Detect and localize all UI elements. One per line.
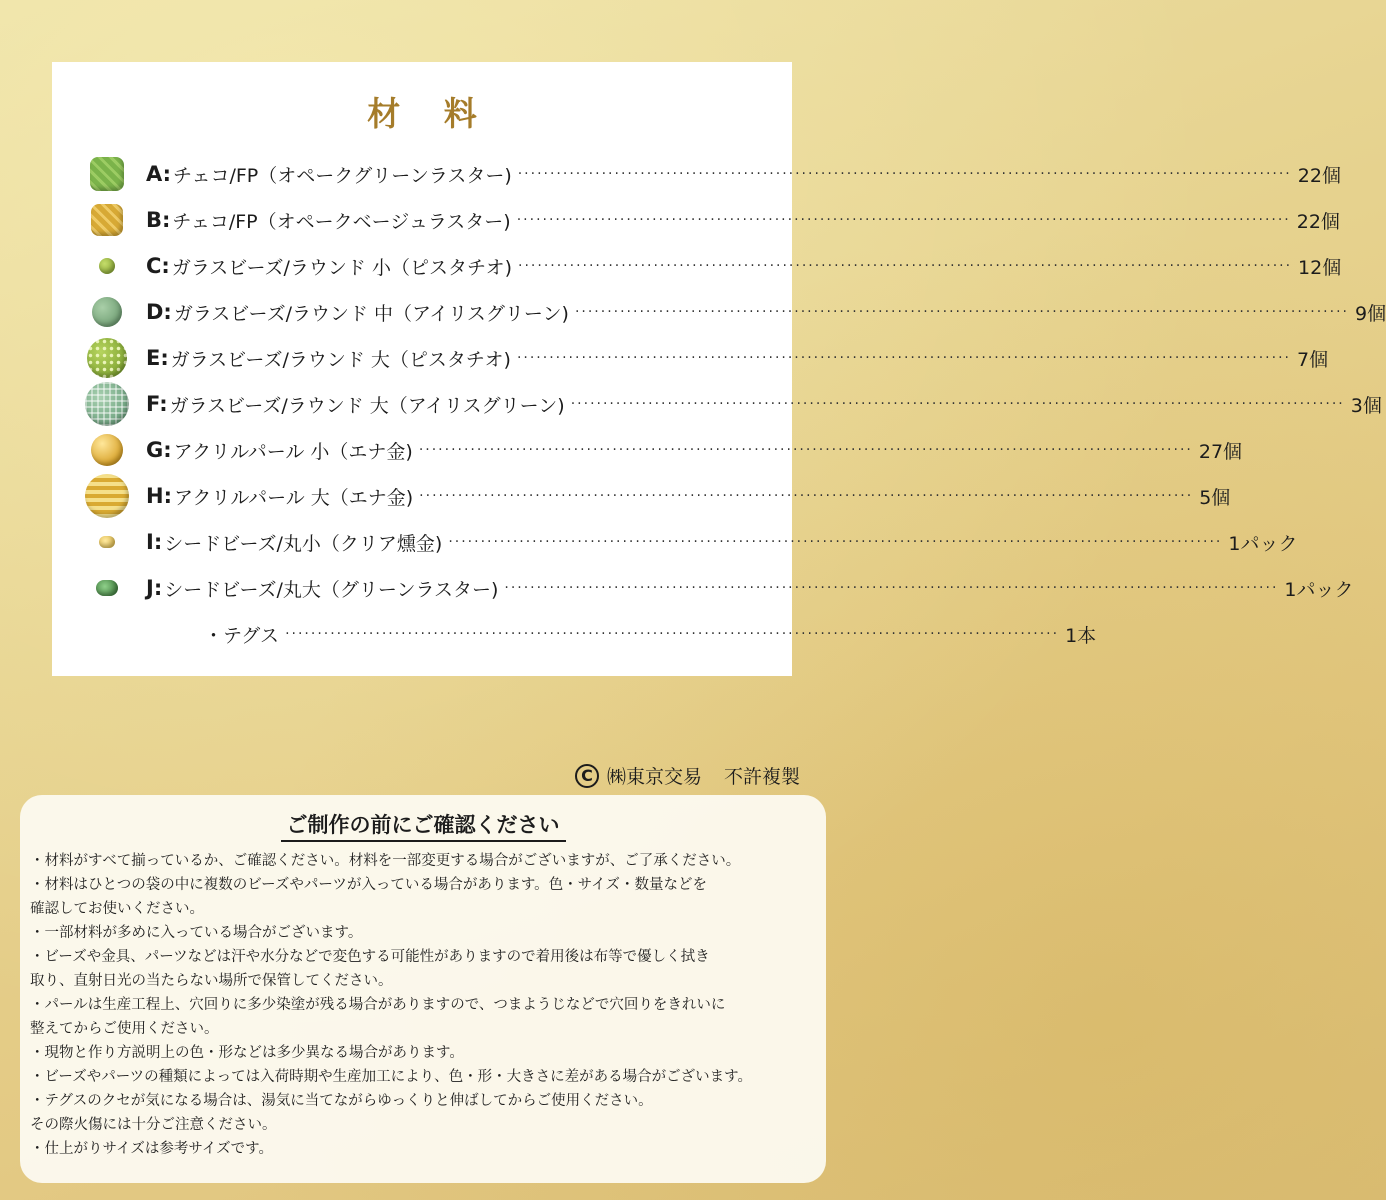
material-quantity: 22個 bbox=[1296, 210, 1340, 233]
material-row bbox=[52, 198, 1340, 242]
material-row bbox=[52, 474, 1231, 518]
material-quantity: 1パック bbox=[1284, 578, 1354, 601]
notice-line: 確認してお使いください。 bbox=[30, 901, 204, 917]
copyright-company: ㈱東京交易 bbox=[606, 766, 702, 788]
notice-line: ・ テグスのクセが気になる場合は、湯気に当てながらゆっくりと伸ばしてからご使用ください。 bbox=[36, 1089, 812, 1113]
leader-dots: ························································································································ bbox=[516, 350, 1291, 366]
material-row bbox=[52, 290, 1386, 334]
material-name: アクリルパール 小（エナ金) bbox=[173, 440, 413, 463]
material-name: ガラスビーズ/ラウンド 大（アイリスグリーン) bbox=[169, 394, 565, 417]
material-letter: D: bbox=[146, 300, 172, 324]
material-name: ガラスビーズ/ラウンド 中（アイリスグリーン) bbox=[173, 302, 569, 325]
material-name: アクリルパール 大（エナ金) bbox=[173, 486, 414, 509]
small-seed-bead-icon bbox=[99, 536, 115, 548]
notice-line: その際火傷には十分ご注意ください。 bbox=[30, 1117, 277, 1133]
leader-dots: ························································································································ bbox=[517, 166, 1292, 182]
leader-dots: ························································································································ bbox=[419, 488, 1194, 504]
leader-dots: ························································································································ bbox=[285, 626, 1060, 642]
material-row bbox=[52, 428, 1243, 472]
material-letter: I: bbox=[146, 530, 163, 554]
material-quantity: 1パック bbox=[1228, 532, 1298, 555]
material-quantity: 7個 bbox=[1296, 348, 1329, 371]
material-letter: E: bbox=[146, 346, 169, 370]
leader-dots: ························································································································ bbox=[504, 580, 1279, 596]
material-letter: B: bbox=[146, 208, 171, 232]
leader-dots: ························································································································ bbox=[418, 442, 1193, 458]
material-row bbox=[52, 566, 1354, 610]
material-letter: C: bbox=[146, 254, 170, 278]
material-name: チェコ/FP（オペークベージュラスター) bbox=[172, 210, 511, 233]
material-name: ガラスビーズ/ラウンド 小（ピスタチオ) bbox=[171, 256, 513, 279]
small-pistachio-bead-icon bbox=[99, 258, 115, 274]
material-name: チェコ/FP（オペークグリーンラスター) bbox=[173, 164, 512, 187]
notice-box bbox=[20, 795, 826, 1183]
notice-line: ・ 仕上がりサイズは参考サイズです。 bbox=[36, 1137, 812, 1161]
material-row bbox=[52, 612, 1097, 656]
notice-line: ・ ビーズやパーツの種類によっては入荷時期や生産加工により、色・形・大きさに差がある場合がございます。 bbox=[36, 1065, 812, 1089]
material-row bbox=[52, 520, 1298, 564]
small-gold-pearl-icon bbox=[91, 434, 123, 466]
material-row bbox=[52, 382, 1382, 426]
notice-line: ・ ビーズや金具、パーツなどは汗や水分などで変色する可能性がありますので着用後は布等で優しく拭き bbox=[36, 945, 812, 969]
notice-line: ・ 一部材料が多めに入っている場合がございます。 bbox=[36, 921, 812, 945]
copyright-line bbox=[575, 762, 800, 789]
materials-title: 材 料 bbox=[367, 94, 493, 133]
material-quantity: 22個 bbox=[1297, 164, 1341, 187]
notice-line: ・ パールは生産工程上、穴回りに多少染塗が残る場合がありますので、つまようじなどで穴回りをきれいに bbox=[36, 993, 812, 1017]
large-pistachio-bead-icon bbox=[87, 338, 127, 378]
material-letter: A: bbox=[146, 162, 172, 186]
notice-line: ・ 材料がすべて揃っているか、ご確認ください。材料を一部変更する場合がございますが、ご了承ください。 bbox=[36, 849, 812, 873]
notice-line: ・ 材料はひとつの袋の中に複数のビーズやパーツが入っている場合があります。色・サイズ・数量などを bbox=[36, 873, 812, 897]
leader-dots: ························································································································ bbox=[570, 396, 1345, 412]
material-letter: F: bbox=[146, 392, 168, 416]
material-row bbox=[52, 336, 1329, 380]
notice-line: 取り、直射日光の当たらない場所で保管してください。 bbox=[30, 973, 393, 989]
large-seed-bead-icon bbox=[96, 580, 118, 596]
material-name: ・テグス bbox=[204, 624, 280, 647]
gold-faceted-bead-icon bbox=[91, 204, 123, 236]
material-quantity: 3個 bbox=[1350, 394, 1382, 417]
copyright-note: 不許複製 bbox=[723, 766, 800, 788]
material-row bbox=[52, 244, 1342, 288]
green-faceted-bead-icon bbox=[90, 157, 124, 191]
material-letter: H: bbox=[146, 484, 172, 508]
notice-list bbox=[30, 849, 812, 1161]
large-iris-green-bead-icon bbox=[85, 382, 129, 426]
material-quantity: 1本 bbox=[1065, 624, 1097, 647]
notice-title: ご制作の前にご確認ください bbox=[20, 809, 826, 839]
leader-dots: ························································································································ bbox=[518, 258, 1293, 274]
large-gold-pearl-icon bbox=[85, 474, 129, 518]
material-row bbox=[52, 152, 1341, 196]
medium-iris-green-bead-icon bbox=[92, 297, 122, 327]
material-name: ガラスビーズ/ラウンド 大（ピスタチオ) bbox=[170, 348, 511, 371]
leader-dots: ························································································································ bbox=[574, 304, 1349, 320]
materials-panel bbox=[52, 62, 1386, 676]
material-name: シードビーズ/丸小（クリア燻金) bbox=[164, 532, 443, 555]
leader-dots: ························································································································ bbox=[516, 212, 1291, 228]
material-letter: G: bbox=[146, 438, 172, 462]
leader-dots: ························································································································ bbox=[448, 534, 1223, 550]
material-letter: J: bbox=[146, 576, 163, 600]
notice-line: 整えてからご使用ください。 bbox=[30, 1021, 219, 1037]
material-name: シードビーズ/丸大（グリーンラスター) bbox=[164, 578, 499, 601]
material-quantity: 27個 bbox=[1198, 440, 1243, 463]
material-quantity: 9個 bbox=[1354, 302, 1386, 325]
notice-line: ・ 現物と作り方説明上の色・形などは多少異なる場合があります。 bbox=[36, 1041, 812, 1065]
copyright-icon: C bbox=[575, 764, 599, 788]
material-quantity: 5個 bbox=[1199, 486, 1231, 509]
material-quantity: 12個 bbox=[1298, 256, 1342, 279]
